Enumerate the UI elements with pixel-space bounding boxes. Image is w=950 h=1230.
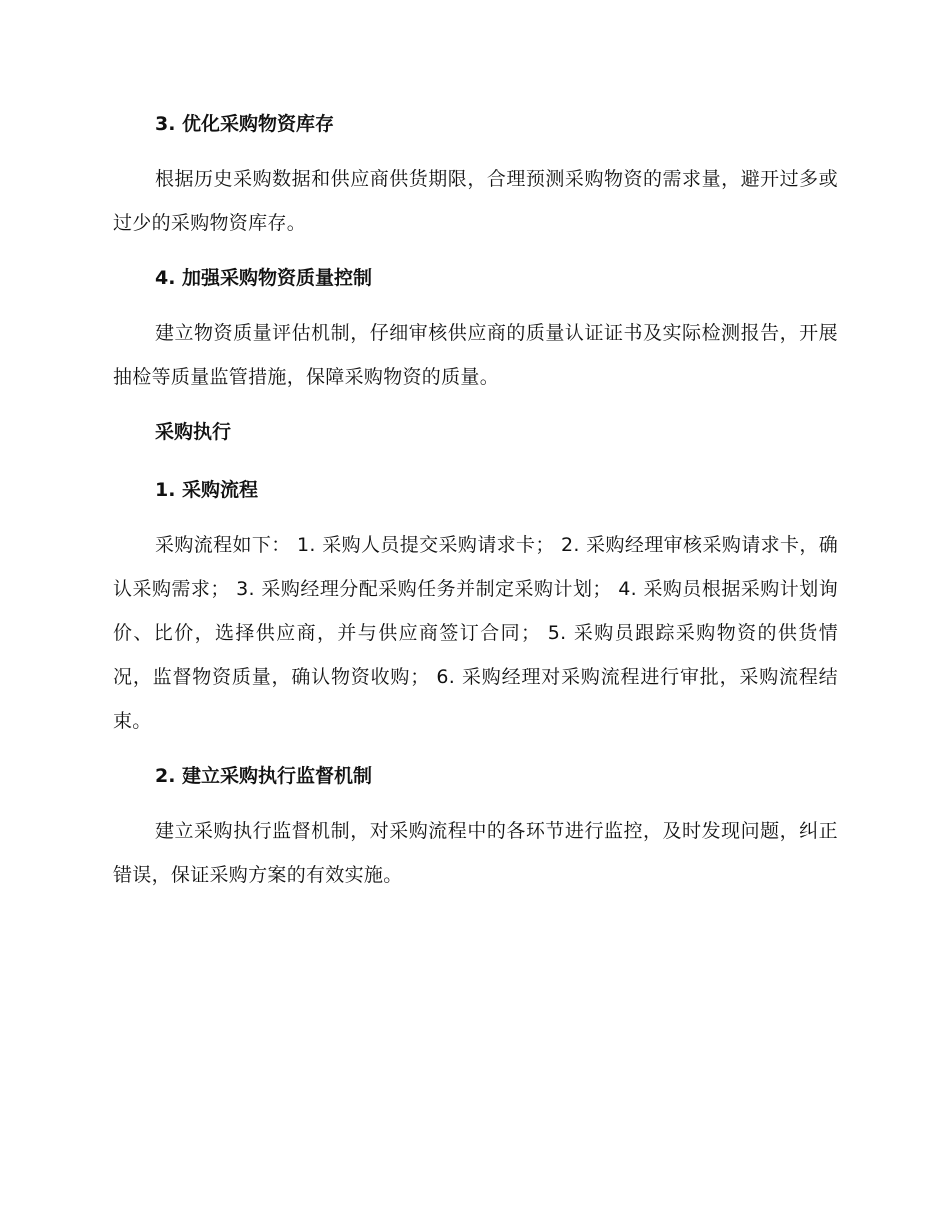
heading-optimize-inventory: 3. 优化采购物资库存 bbox=[155, 113, 335, 135]
paragraph-optimize-inventory: 根据历史采购数据和供应商供货期限，合理预测采购物资的需求量，避开过多或过少的采购物资库存。 bbox=[113, 168, 838, 234]
paragraph-procurement-process: 采购流程如下： 1. 采购人员提交采购请求卡； 2. 采购经理审核采购请求卡，确认采购需求； 3. 采购经理分配采购任务并制定采购计划； 4. 采购员根据采购计划询价、比价，选择供应商，并与供应商签订合同； 5. 采购员跟踪采购物资的供货情况，监督物资质量，确认物资收购； 6. 采购经理对采购流程进行审批，采购流程结束。 bbox=[113, 534, 838, 732]
heading-supervision-mechanism: 2. 建立采购执行监督机制 bbox=[155, 765, 373, 787]
heading-quality-control: 4. 加强采购物资质量控制 bbox=[155, 267, 373, 289]
heading-procurement-process: 1. 采购流程 bbox=[155, 479, 259, 501]
document-page bbox=[113, 110, 838, 897]
paragraph-quality-control: 建立物资质量评估机制，仔细审核供应商的质量认证证书及实际检测报告，开展抽检等质量监管措施，保障采购物资的质量。 bbox=[113, 322, 838, 388]
heading-procurement-execution: 采购执行 bbox=[155, 421, 232, 443]
paragraph-supervision-mechanism: 建立采购执行监督机制，对采购流程中的各环节进行监控，及时发现问题，纠正错误，保证采购方案的有效实施。 bbox=[113, 820, 838, 886]
